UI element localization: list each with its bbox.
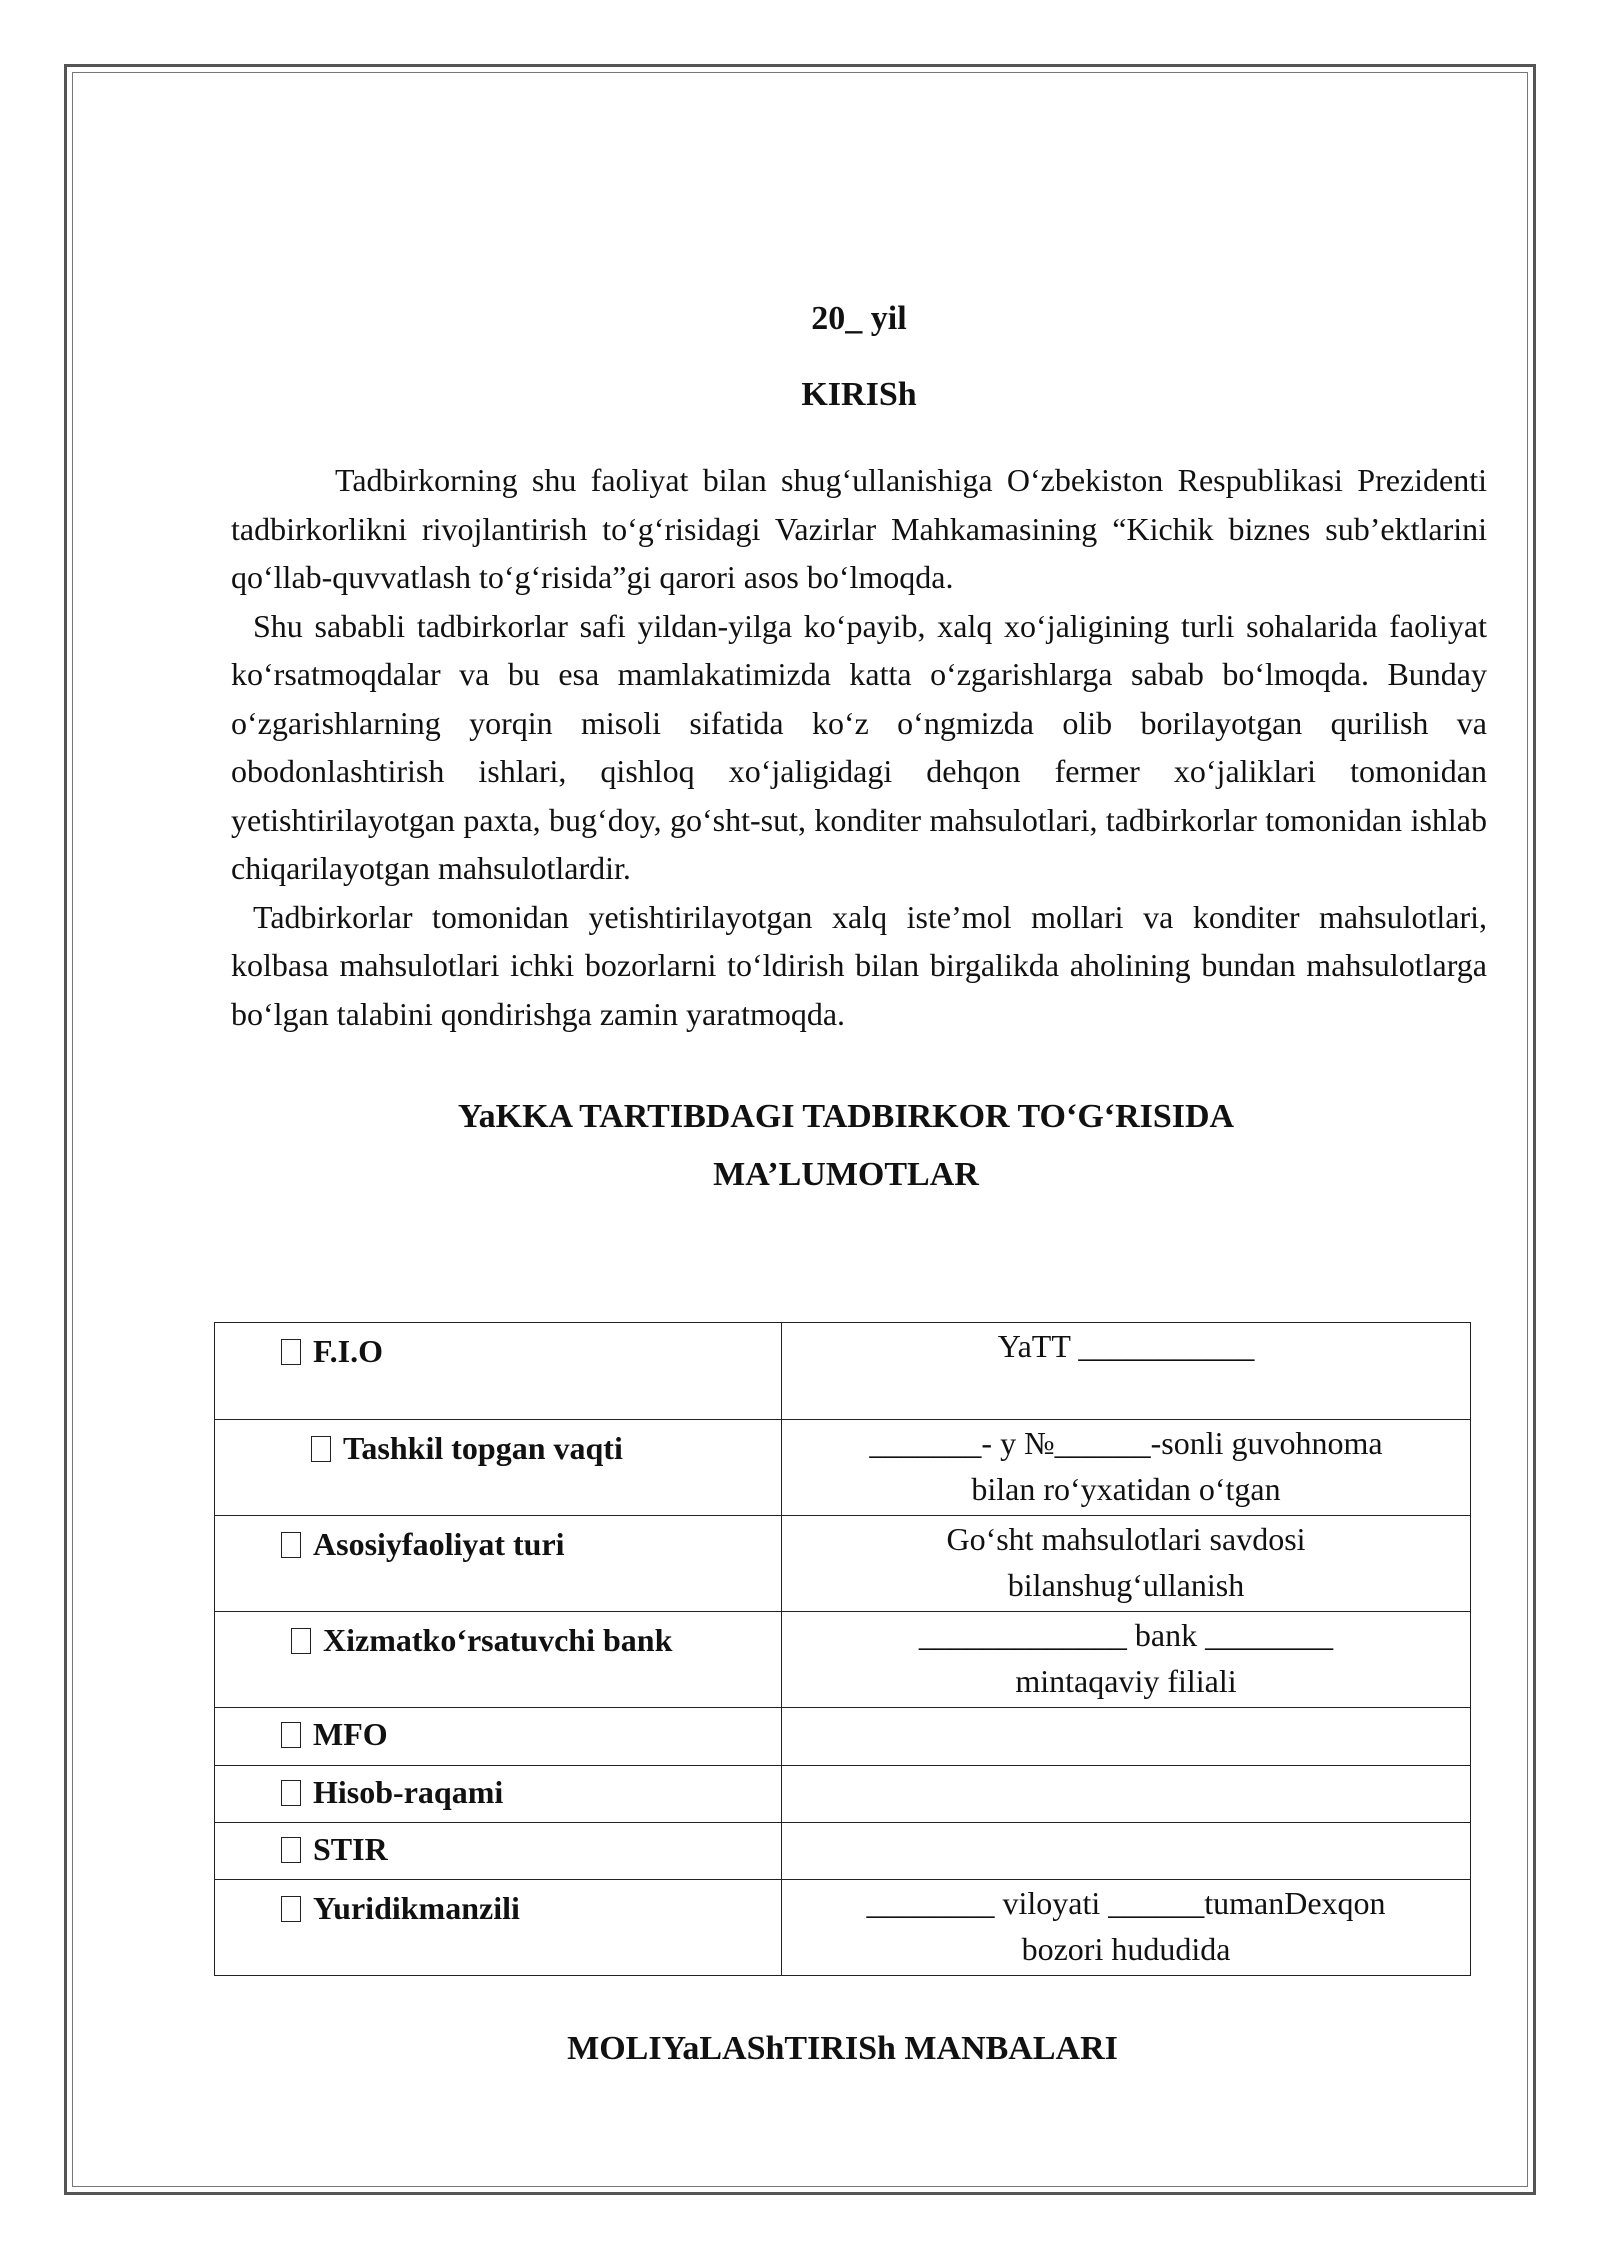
table-row — [215, 1766, 1471, 1823]
row-value-continued: bilanshug‘ullanish — [1007, 1567, 1245, 1603]
table-row — [215, 1880, 1471, 1976]
document-body — [231, 290, 1487, 1204]
row-value-continued: bozori hududida — [1021, 1931, 1231, 1967]
checkbox-glyph-icon — [281, 1896, 301, 1922]
row-label: Hisob-raqami — [313, 1774, 504, 1810]
row-value: ________ viloyati ______tumanDexqon — [866, 1885, 1386, 1921]
row-label: F.I.O — [313, 1333, 383, 1369]
checkbox-glyph-icon — [281, 1780, 301, 1806]
intro-paragraph-1: Tadbirkorning shu faoliyat bilan shug‘ullanishiga O‘zbekiston Respublikasi Prezidenti tadbirkorlikni rivojlantirish to‘g‘risidagi Vazirlar Mahkamasining “Kichik biznes sub’ektlarini qo‘llab-quvvatlash to‘g‘risida”gi qarori asos bo‘lmoqda. — [231, 462, 1487, 595]
entrepreneur-info-table — [214, 1322, 1471, 1976]
row-label: Asosiyfaoliyat turi — [313, 1526, 565, 1562]
row-label: Tashkil topgan vaqti — [343, 1430, 623, 1466]
checkbox-glyph-icon — [281, 1339, 301, 1365]
checkbox-glyph-icon — [291, 1628, 311, 1654]
row-label: Xizmatko‘rsatuvchi bank — [323, 1622, 673, 1658]
year-heading: 20_ yil — [811, 300, 907, 337]
checkbox-glyph-icon — [281, 1722, 301, 1748]
row-value: Go‘sht mahsulotlari savdosi — [946, 1521, 1306, 1557]
intro-paragraph-2: Shu sababli tadbirkorlar safi yildan-yilga ko‘payib, xalq xo‘jaligining turli sohalarida faoliyat ko‘rsatmoqdalar va bu esa mamlakatimizda katta o‘zgarishlarga sabab bo‘lmoqda. Bunday o‘zgarishlarning yorqin misoli sifatida ko‘z o‘ngmizda olib borilayotgan qurilish va obodonlashtirish ishlari, qishloq xo‘jaligidagi dehqon fermer xo‘jaliklari tomonidan yetishtirilayotgan paxta, bug‘doy, go‘sht-sut, konditer mahsulotlari, tadbirkorlar tomonidan ishlab chiqarilayotgan mahsulotlardir. — [231, 607, 1487, 886]
table-row — [215, 1516, 1471, 1612]
funding-section-title: MOLIYaLAShTIRISh MANBALARI — [567, 2030, 1118, 2067]
row-value: _______- y №______-sonli guvohnoma — [869, 1425, 1383, 1461]
intro-paragraph-3: Tadbirkorlar tomonidan yetishtirilayotgan xalq iste’mol mollari va konditer mahsulotlari, kolbasa mahsulotlari ichki bozorlarni to‘ldirish bilan birgalikda aholining bundan mahsulotlarga bo‘lgan talabini qondirishga zamin yaratmoqda. — [231, 898, 1487, 1032]
row-value-continued: bilan ro‘yxatidan o‘tgan — [971, 1471, 1281, 1507]
checkbox-glyph-icon — [311, 1436, 331, 1462]
row-label: STIR — [313, 1831, 388, 1867]
checkbox-glyph-icon — [281, 1837, 301, 1863]
row-value: _____________ bank ________ — [918, 1617, 1334, 1653]
row-label: Yuridikmanzili — [313, 1890, 520, 1926]
table-row — [215, 1823, 1471, 1880]
intro-heading: KIRISh — [801, 376, 917, 413]
info-section-title-line2: MA’LUMOTLAR — [713, 1156, 979, 1193]
info-section-title-line1: YaKKA TARTIBDAGI TADBIRKOR TO‘G‘RISIDA — [457, 1098, 1235, 1135]
table-row — [215, 1612, 1471, 1708]
table-row — [215, 1420, 1471, 1516]
row-value-continued: mintaqaviy filiali — [1015, 1663, 1237, 1699]
checkbox-glyph-icon — [281, 1532, 301, 1558]
row-label: MFO — [313, 1716, 388, 1752]
row-value: YaTT ___________ — [997, 1328, 1255, 1364]
table-row — [215, 1323, 1471, 1420]
table-row — [215, 1708, 1471, 1766]
